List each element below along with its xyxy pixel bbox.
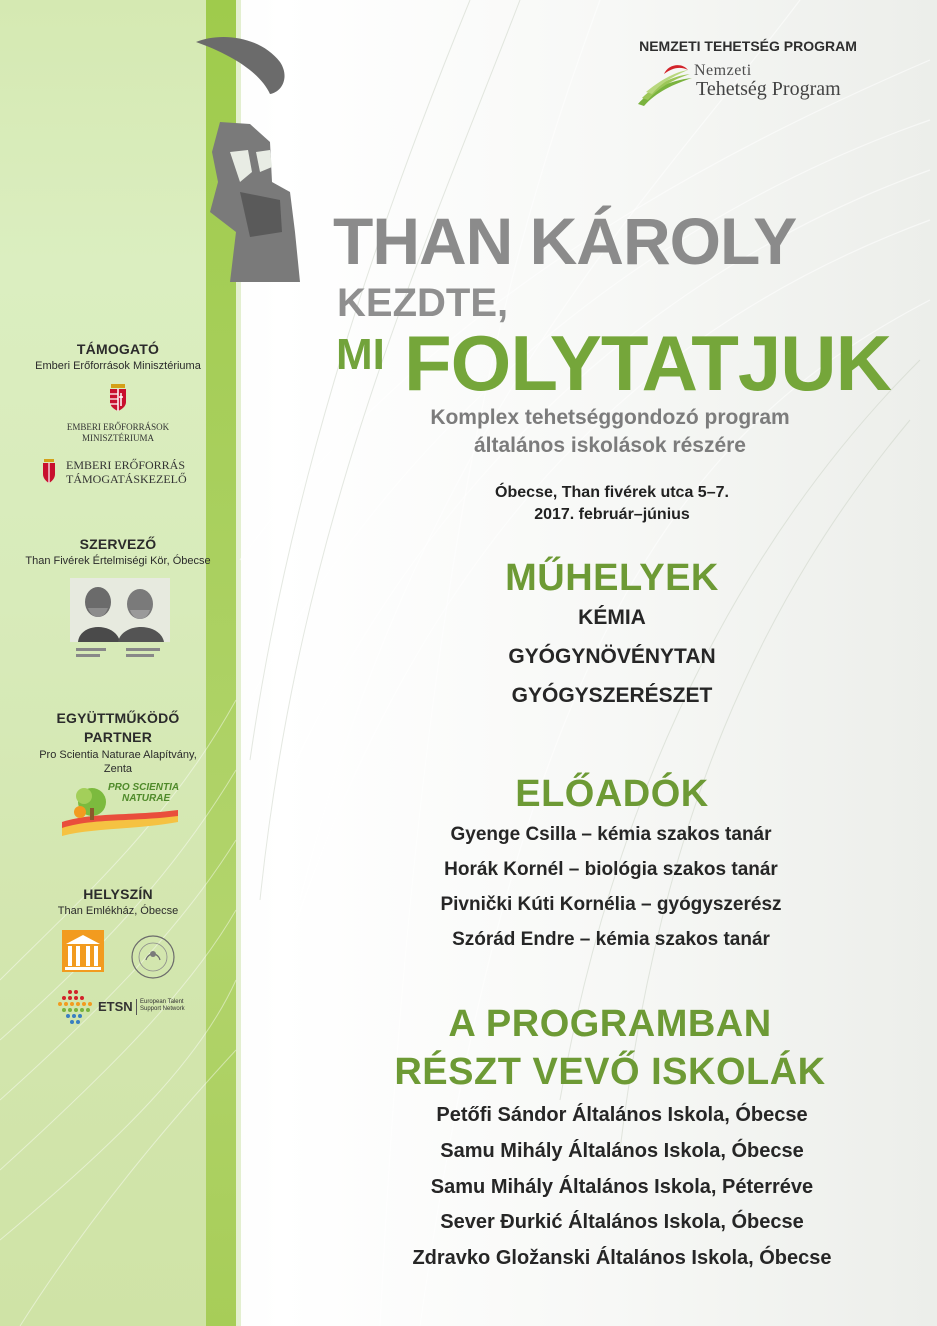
speaker-item: Horák Kornél – biológia szakos tanár [444, 859, 778, 880]
emmi-logo-line1: EMBERI ERŐFORRÁSOK [66, 422, 170, 432]
emmi-logo [60, 382, 176, 444]
school-item: Sever Đurkić Általános Iskola, Óbecse [440, 1211, 804, 1233]
emet-logo [42, 456, 202, 490]
venue-heading: HELYSZÍN [83, 886, 153, 902]
school-item: Samu Mihály Általános Iskola, Óbecse [440, 1140, 804, 1162]
partner-text-line1: Pro Scientia Naturae Alapítvány, [39, 749, 197, 761]
speaker-item: Szórád Endre – kémia szakos tanár [452, 929, 770, 950]
event-address: Óbecse, Than fivérek utca 5–7. [495, 484, 729, 501]
etsn-line2: Support Network [140, 1006, 185, 1012]
than-karoly-portrait-icon [190, 32, 310, 282]
venue-block [0, 885, 236, 918]
schools-heading-line1: A PROGRAMBAN [448, 1003, 772, 1045]
emet-logo-line1: EMBERI ERŐFORRÁS [66, 458, 186, 472]
etsn-divider [136, 999, 137, 1015]
coat-of-arms-small-icon [42, 458, 56, 484]
etsn-logo [56, 988, 186, 1028]
than-emlekhaz-logo-icon [62, 930, 104, 972]
title-line1: THAN KÁROLY [333, 204, 797, 278]
venue-text: Than Emlékház, Óbecse [57, 905, 179, 917]
pro-scientia-logo [62, 782, 178, 836]
school-item: Samu Mihály Általános Iskola, Péterréve [430, 1176, 814, 1198]
workshop-item: GYÓGYNÖVÉNYTAN [508, 645, 716, 668]
speakers-heading: ELŐADÓK [515, 773, 709, 815]
organizer-heading: SZERVEZŐ [79, 536, 157, 552]
ntp-logo-line2: Tehetség Program [696, 78, 841, 100]
partner-heading-line1: EGYÜTTMŰKÖDŐ [56, 710, 180, 726]
schools-heading-line2: RÉSZT VEVŐ ISKOLÁK [394, 1051, 826, 1093]
pro-scientia-line2: NATURAE [122, 793, 171, 804]
ntp-logo-line1: Nemzeti [694, 62, 752, 79]
etsn-label: ETSN [98, 999, 133, 1014]
than-brothers-portrait-icon [70, 578, 170, 660]
emmi-logo-line2: MINISZTÉRIUMA [82, 433, 154, 443]
program-caption: NEMZETI TEHETSÉG PROGRAM [639, 38, 857, 54]
partner-text-line2: Zenta [103, 763, 133, 775]
school-item: Zdravko Gložanski Általános Iskola, Óbecse [412, 1247, 832, 1269]
emet-logo-line2: TÁMOGATÁSKEZELŐ [66, 472, 187, 486]
workshops-heading: MŰHELYEK [505, 557, 719, 599]
title-line2: KEZDTE, [337, 281, 509, 325]
speaker-item: Pivnički Kúti Kornélia – gyógyszerész [440, 894, 782, 915]
subtitle-line2: általános iskolások részére [474, 434, 746, 457]
partner-heading-line2: PARTNER [83, 729, 153, 745]
pro-scientia-line1: PRO SCIENTIA [108, 782, 180, 793]
ntp-logo [636, 60, 876, 110]
speaker-item: Gyenge Csilla – kémia szakos tanár [450, 824, 772, 845]
partner-block [0, 709, 236, 776]
etsn-line1: European Talent [140, 999, 184, 1005]
supporter-block [0, 340, 236, 373]
supporter-text: Emberi Erőforrások Minisztériuma [35, 360, 201, 372]
workshop-item: GYÓGYSZERÉSZET [511, 684, 713, 707]
workshop-item: KÉMIA [578, 606, 646, 629]
organizer-text: Than Fivérek Értelmiségi Kör, Óbecse [25, 555, 211, 567]
school-item: Petőfi Sándor Általános Iskola, Óbecse [436, 1104, 808, 1126]
etsn-dots-icon [56, 988, 96, 1028]
supporter-heading: TÁMOGATÓ [76, 341, 160, 357]
title-line3-big: FOLYTATJUK [404, 319, 891, 407]
title-line3-small: MI [336, 330, 385, 379]
organizer-block [0, 535, 236, 568]
subtitle-line1: Komplex tehetséggondozó program [430, 406, 790, 429]
ntp-logo-icon [636, 60, 694, 108]
event-dates: 2017. február–június [534, 506, 690, 523]
circular-seal-icon [130, 934, 176, 980]
coat-of-arms-icon [108, 382, 128, 412]
